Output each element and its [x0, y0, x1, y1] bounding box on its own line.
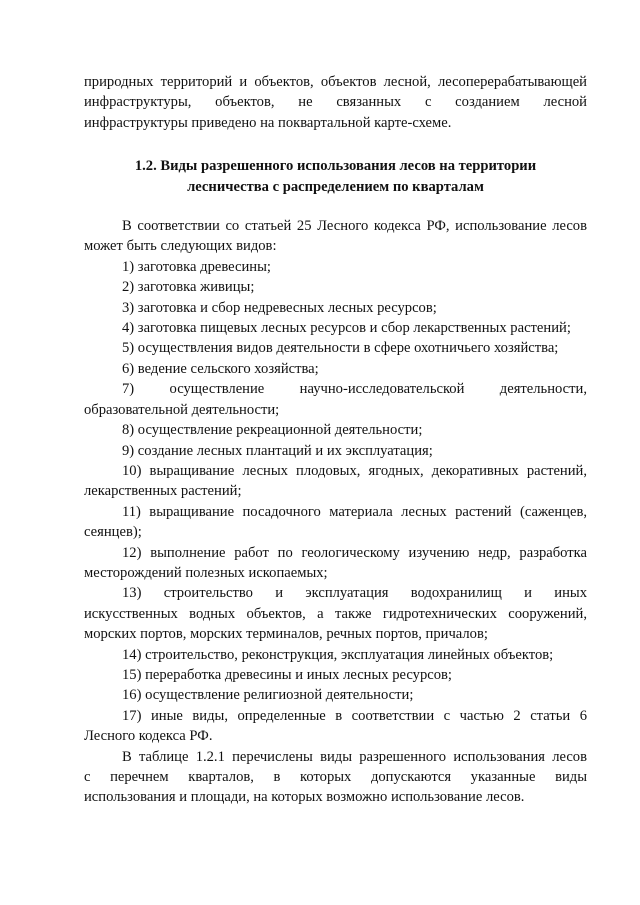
closing-paragraph: [84, 747, 587, 808]
section-heading-line-1: 1.2. Виды разрешенного использования лесов на территории: [134, 158, 537, 175]
list-item-line: 7) осуществление научно-исследовательской деятельности,: [122, 381, 587, 398]
list-item: [84, 502, 587, 543]
list-item-line: сеянцев);: [84, 524, 142, 541]
list-item: [84, 665, 587, 685]
list-item-line: 2) заготовка живицы;: [122, 279, 255, 296]
usage-list: [84, 257, 587, 747]
section-heading: [84, 156, 587, 197]
list-item-line: месторождений полезных ископаемых;: [84, 564, 328, 581]
list-item-line: искусственных водных объектов, а также гидротехнических сооружений,: [84, 605, 587, 622]
list-item: [84, 277, 587, 297]
intro-line-2: инфраструктуры, объектов, не связанных с созданием лесной: [84, 94, 587, 111]
list-item-line: 13) строительство и эксплуатация водохранилищ и иных: [122, 585, 587, 602]
list-item-line: 9) создание лесных плантаций и их эксплуатация;: [122, 442, 433, 459]
list-item: [84, 685, 587, 705]
list-item-line: 6) ведение сельского хозяйства;: [122, 360, 319, 377]
list-item: [84, 441, 587, 461]
list-item: [84, 543, 587, 584]
list-item-line: 14) строительство, реконструкция, эксплуатация линейных объектов;: [122, 646, 554, 663]
document-page: [84, 72, 587, 808]
list-item: [84, 461, 587, 502]
lead-paragraph: [84, 216, 587, 257]
closing-line-2: с перечнем кварталов, в которых допускаются указанные виды: [84, 769, 587, 785]
intro-line-1: природных территорий и объектов, объектов лесной, лесоперерабатывающей: [84, 74, 587, 90]
section-heading-line-2: лесничества с распределением по кварталам: [187, 178, 484, 195]
intro-line-3: инфраструктуры приведено на поквартальной карте-схеме.: [84, 114, 452, 131]
list-item-line: лекарственных растений;: [84, 483, 242, 500]
list-item-line: 3) заготовка и сбор недревесных лесных ресурсов;: [122, 299, 437, 316]
lead-line-1: В соответствии со статьей 25 Лесного кодекса РФ, использование лесов: [122, 218, 587, 235]
list-item-line: Лесного кодекса РФ.: [84, 728, 213, 745]
lead-line-2: может быть следующих видов:: [84, 238, 277, 255]
list-item-line: 12) выполнение работ по геологическому изучению недр, разработка: [122, 544, 587, 561]
list-item: [84, 645, 587, 665]
list-item-line: 5) осуществления видов деятельности в сфере охотничьего хозяйства;: [122, 340, 559, 357]
intro-paragraph: [84, 72, 587, 133]
list-item-line: 4) заготовка пищевых лесных ресурсов и сбор лекарственных растений;: [122, 320, 571, 337]
closing-line-3: использования и площади, на которых возможно использование лесов.: [84, 789, 525, 806]
list-item: [84, 318, 587, 338]
list-item-line: морских портов, морских терминалов, речных портов, причалов;: [84, 626, 488, 643]
list-item: [84, 338, 587, 358]
list-item: [84, 298, 587, 318]
list-item-line: образовательной деятельности;: [84, 401, 280, 418]
closing-line-1: В таблице 1.2.1 перечислены виды разрешенного использования лесов: [122, 748, 587, 765]
list-item-line: 10) выращивание лесных плодовых, ягодных, декоративных растений,: [122, 462, 587, 479]
list-item: [84, 420, 587, 440]
list-item: [84, 583, 587, 644]
list-item: [84, 379, 587, 420]
list-item-line: 16) осуществление религиозной деятельности;: [122, 687, 414, 704]
list-item: [84, 257, 587, 277]
list-item: [84, 706, 587, 747]
list-item-line: 1) заготовка древесины;: [122, 258, 271, 275]
list-item-line: 11) выращивание посадочного материала лесных растений (саженцев,: [122, 503, 587, 520]
list-item-line: 17) иные виды, определенные в соответствии с частью 2 статьи 6: [122, 707, 587, 724]
list-item: [84, 359, 587, 379]
list-item-line: 15) переработка древесины и иных лесных ресурсов;: [122, 666, 452, 683]
list-item-line: 8) осуществление рекреационной деятельности;: [122, 422, 423, 439]
